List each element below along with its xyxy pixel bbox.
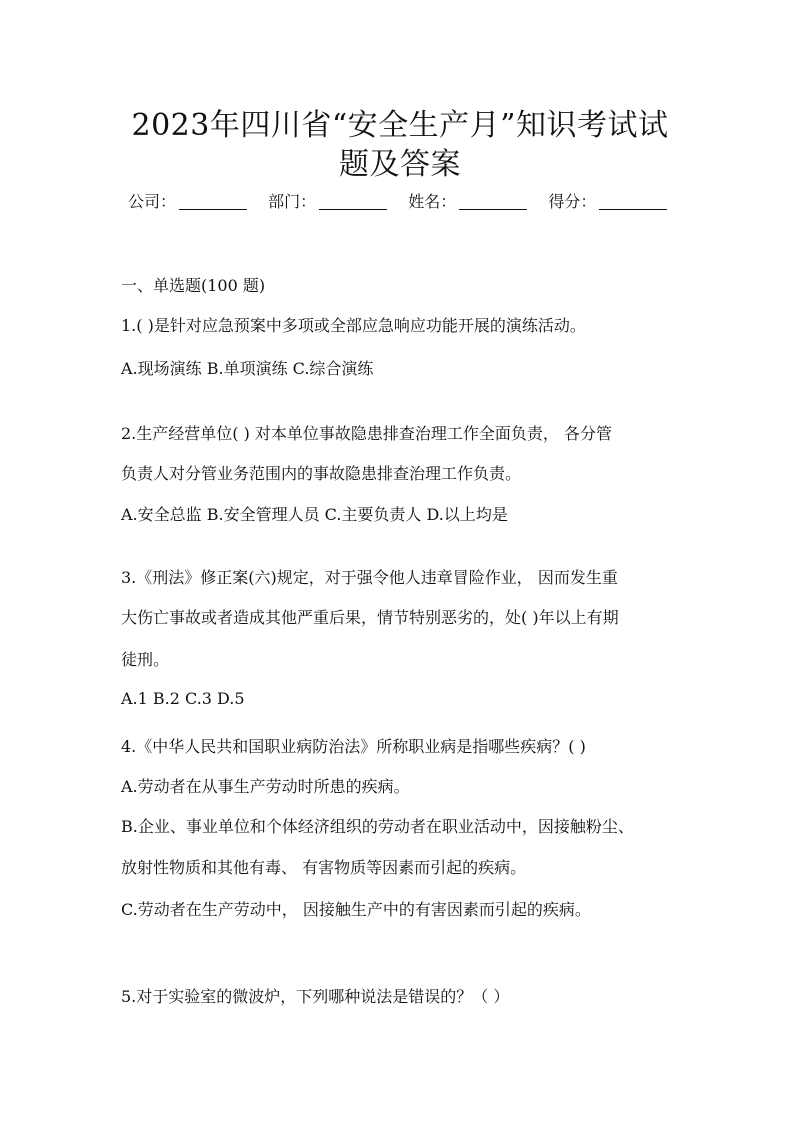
q4-option-b-line-1: B.企业、事业单位和个体经济组织的劳动者在职业活动中，因接触粉尘、	[121, 817, 634, 836]
company-label: 公司：	[128, 192, 177, 211]
q4-option-b-line-2: 放射性物质和其他有毒、 有害物质等因素而引起的疾病。	[121, 858, 527, 877]
q2-line-1: 2.生产经营单位( ) 对本单位事故隐患排查治理工作全面负责， 各分管	[121, 424, 613, 443]
q5-line-1: 5.对于实验室的微波炉，下列哪种说法是错误的？（ ）	[121, 987, 510, 1006]
department-field	[268, 190, 387, 214]
department-blank	[319, 199, 387, 210]
q1-options: A.现场演练 B.单项演练 C.综合演练	[121, 359, 374, 378]
q3-options: A.1 B.2 C.3 D.5	[121, 689, 245, 708]
name-field	[408, 190, 527, 214]
score-blank	[599, 199, 667, 210]
q4-line-1: 4.《中华人民共和国职业病防治法》所称职业病是指哪些疾病？( )	[121, 737, 586, 756]
q1-line-1: 1.( )是针对应急预案中多项或全部应急响应功能开展的演练活动。	[121, 316, 586, 335]
q4-option-c: C.劳动者在生产劳动中， 因接触生产中的有害因素而引起的疾病。	[121, 900, 591, 919]
name-blank	[459, 199, 527, 210]
q3-line-3: 徒刑。	[121, 650, 170, 669]
q2-options: A.安全总监 B.安全管理人员 C.主要负责人 D.以上均是	[121, 505, 508, 524]
title-line-2: 题及答案	[339, 147, 461, 182]
company-field	[128, 190, 247, 214]
name-label: 姓名：	[408, 192, 457, 211]
q2-line-2: 负责人对分管业务范围内的事故隐患排查治理工作负责。	[121, 464, 522, 483]
q3-line-2: 大伤亡事故或者造成其他严重后果，情节特别恶劣的，处( )年以上有期	[121, 608, 619, 627]
q3-line-1: 3.《刑法》修正案(六)规定，对于强令他人违章冒险作业， 因而发生重	[121, 568, 618, 587]
title-line-1: 2023年四川省“安全生产月”知识考试试	[131, 108, 669, 143]
company-blank	[179, 199, 247, 210]
department-label: 部门：	[268, 192, 317, 211]
q4-option-a: A.劳动者在从事生产劳动时所患的疾病。	[121, 777, 410, 796]
info-fields	[128, 190, 667, 214]
score-field	[548, 190, 667, 214]
section-heading: 一、单选题(100 题)	[121, 276, 266, 295]
score-label: 得分：	[548, 192, 597, 211]
